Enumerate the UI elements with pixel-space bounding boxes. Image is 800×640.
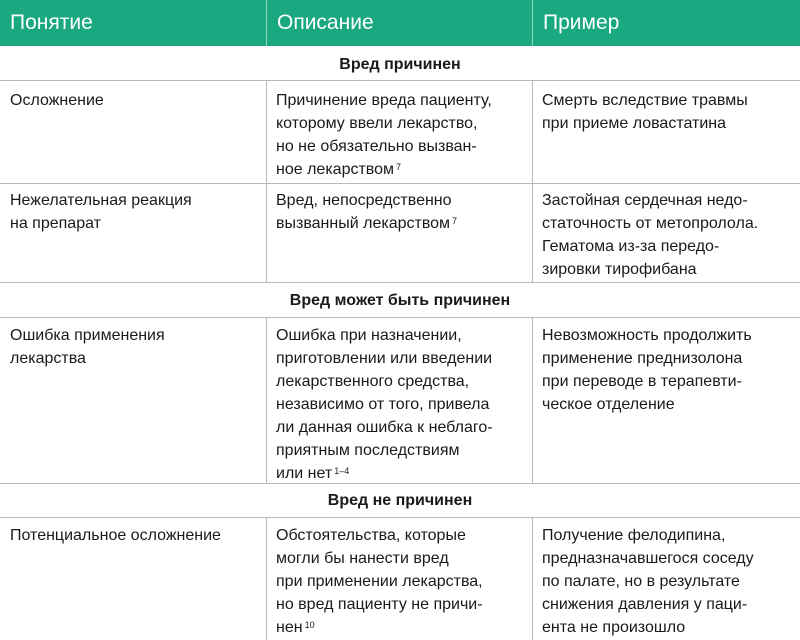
text-line: Получение фелодипина,: [542, 527, 726, 544]
cell-example: [532, 524, 800, 639]
cell-concept: [0, 324, 266, 370]
text-line: Причинение вреда пациенту,: [276, 92, 492, 109]
text-line: приготовлении или введении: [276, 350, 493, 367]
cell-example: [532, 189, 800, 281]
cell-description: [266, 324, 532, 485]
cell-concept: [0, 524, 266, 547]
text-line: снижения давления у паци-: [542, 596, 748, 613]
text-line-with-ref: [276, 212, 526, 235]
text-line: статочность от метопролола.: [542, 215, 759, 232]
divider: [0, 317, 800, 318]
text-line: Ошибка при назначении,: [276, 327, 462, 344]
table-header: [0, 0, 800, 46]
text-line: Обстоятельства, которые: [276, 527, 466, 544]
divider: [0, 483, 800, 484]
cell-concept: [0, 89, 266, 112]
text-line: лекарства: [10, 350, 86, 367]
text-line: Застойная сердечная недо-: [542, 192, 748, 209]
text-line-with-ref: [276, 462, 526, 485]
text-line-with-ref: [276, 158, 526, 181]
column-divider: [266, 517, 267, 640]
column-divider: [532, 80, 533, 183]
column-divider: [532, 183, 533, 282]
header-concept: Понятие: [10, 11, 93, 34]
cell-description: [266, 189, 532, 235]
text-line: при приеме ловастатина: [542, 115, 727, 132]
text-line: ента не произошло: [542, 619, 686, 636]
text-line: при применении лекарства,: [276, 573, 483, 590]
text-line: предназначавшегося соседу: [542, 550, 754, 567]
cell-example: [532, 89, 800, 135]
text-line: Потенциальное осложнение: [10, 527, 221, 544]
text-line: Ошибка применения: [10, 327, 165, 344]
column-divider: [532, 517, 533, 640]
text-line: ческое отделение: [542, 396, 675, 413]
text-line: по палате, но в результате: [542, 573, 740, 590]
reference-marker: 7: [396, 162, 402, 172]
text-line: при переводе в терапевти-: [542, 373, 742, 390]
text-line: зировки тирофибана: [542, 261, 697, 278]
text-line: вызванный лекарством: [276, 215, 451, 232]
section-title-harm-possible: Вред может быть причинен: [289, 292, 511, 309]
text-line: могли бы нанести вред: [276, 550, 449, 567]
divider: [0, 282, 800, 283]
cell-description: [266, 524, 532, 639]
text-line: нен: [276, 619, 303, 636]
divider: [0, 517, 800, 518]
text-line: Осложнение: [10, 92, 104, 109]
column-divider: [266, 183, 267, 282]
text-line-with-ref: [276, 616, 526, 639]
divider: [0, 80, 800, 81]
text-line: Гематома из-за передо-: [542, 238, 720, 255]
text-line: Нежелательная реакция: [10, 192, 192, 209]
text-line: Вред, непосредственно: [276, 192, 452, 209]
text-line: Смерть вследствие травмы: [542, 92, 748, 109]
reference-marker: 10: [304, 620, 315, 630]
cell-description: [266, 89, 532, 181]
cell-example: [532, 324, 800, 416]
column-divider: [532, 317, 533, 483]
text-line: ли данная ошибка к неблаго-: [276, 419, 493, 436]
cell-concept: [0, 189, 266, 235]
reference-marker: 1–4: [334, 466, 350, 476]
text-line: но вред пациенту не причи-: [276, 596, 483, 613]
text-line: или нет: [276, 465, 333, 482]
reference-marker: 7: [452, 216, 458, 226]
divider: [0, 183, 800, 184]
text-line: Невозможность продолжить: [542, 327, 752, 344]
header-example: Пример: [532, 0, 800, 46]
header-description: Описание: [266, 0, 532, 46]
text-line: ное лекарством: [276, 161, 395, 178]
section-title-no-harm: Вред не причинен: [327, 492, 473, 509]
text-line: лекарственного средства,: [276, 373, 470, 390]
column-divider: [266, 317, 267, 483]
text-line: на препарат: [10, 215, 101, 232]
text-line: приятным последствиям: [276, 442, 460, 459]
text-line: но не обязательно вызван-: [276, 138, 477, 155]
text-line: применение преднизолона: [542, 350, 743, 367]
column-divider: [266, 80, 267, 183]
text-line: которому ввели лекарство,: [276, 115, 478, 132]
section-title-harm-done: Вред причинен: [339, 56, 461, 73]
text-line: независимо от того, привела: [276, 396, 490, 413]
